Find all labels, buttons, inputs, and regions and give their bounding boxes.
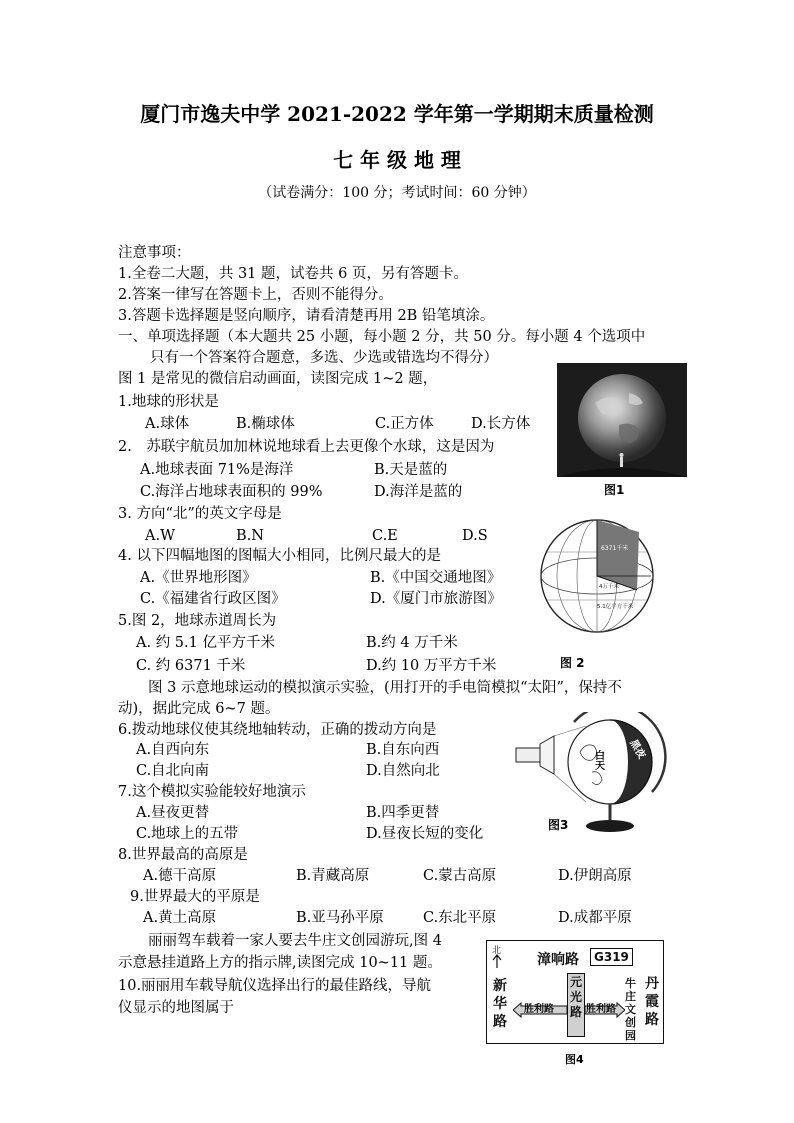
figure-3-day-label: 白天 [592, 750, 604, 770]
q2-option-a: A.地球表面 71%是海洋 [140, 462, 294, 478]
north-arrow-icon [492, 954, 502, 968]
figure-2-label-radius: 6371千米 [601, 545, 629, 552]
q9-option-d: D.成都平原 [558, 910, 632, 926]
figure-3-caption: 图3 [548, 818, 569, 832]
q4-option-c: C.《福建省行政区图》 [140, 591, 286, 607]
q9-stem: 9.世界最大的平原是 [130, 889, 260, 905]
figure-2-globe [537, 512, 659, 646]
q6-option-b: B.自东向西 [366, 742, 440, 758]
q7-option-c: C.地球上的五带 [136, 826, 239, 842]
q10-stem-cont: 仪显示的地图属于 [118, 1000, 234, 1016]
q8-option-c: C.蒙古高原 [423, 868, 497, 884]
q6-stem: 6.拨动地球仪使其绕地轴转动，正确的拨动方向是 [118, 722, 437, 738]
q5-option-a: A. 约 5.1 亿平方千米 [136, 635, 275, 651]
notes-heading: 注意事项： [118, 245, 191, 261]
sign-park: 牛庄文创园 [625, 977, 636, 1042]
sign-cross-road-right: 胜利路 [586, 1004, 616, 1015]
q2-stem: 2. 苏联宇航员加加林说地球看上去更像个水球，这是因为 [118, 439, 495, 455]
q4-option-a: A.《世界地形图》 [140, 570, 257, 586]
q8-option-d: D.伊朗高原 [558, 868, 632, 884]
q3-option-b: B.N [236, 528, 264, 544]
figure-4-road-sign [486, 940, 664, 1044]
sign-center-road: 元光路 [570, 975, 583, 1019]
q9-option-a: A.黄土高原 [143, 910, 217, 926]
q7-stem: 7.这个模拟实验能较好地演示 [118, 784, 306, 800]
q3-option-c: C.E [372, 528, 398, 544]
intro-fig1: 图 1 是常见的微信启动画面，读图完成 1~2 题， [118, 371, 438, 387]
q7-option-b: B.四季更替 [366, 805, 440, 821]
q2-option-b: B.天是蓝的 [374, 462, 448, 478]
q5-option-c: C. 约 6371 千米 [136, 658, 246, 674]
section1-instructions: 一、单项选择题（本大题共 25 小题，每小题 2 分，共 50 分。每小题 4 个选项中 [118, 329, 646, 345]
sign-top-road: 漳响路 [537, 952, 579, 968]
exam-info: （试卷满分：100 分；考试时间：60 分钟） [258, 185, 536, 201]
q1-option-d: D.长方体 [471, 416, 531, 432]
sign-right-road: 丹霞路 [645, 976, 659, 1028]
q8-option-b: B.青藏高原 [296, 868, 370, 884]
note-2: 2.答案一律写在答题卡上，否则不能得分。 [118, 287, 393, 303]
sign-cross-road-left: 胜利路 [524, 1004, 554, 1015]
q4-option-b: B.《中国交通地图》 [370, 570, 502, 586]
q1-option-c: C.正方体 [375, 416, 434, 432]
q4-option-d: D.《厦门市旅游图》 [370, 591, 502, 607]
exam-subtitle: 七 年 级 地 理 [333, 148, 461, 172]
figure-2-label-equator: 4万千米 [599, 584, 619, 590]
sign-north-marker: 北 [492, 946, 502, 956]
note-3: 3.答题卡选择题是竖向顺序，请看清楚再用 2B 铅笔填涂。 [118, 308, 495, 324]
intro-fig3-cont: 动)，据此完成 6~7 题。 [118, 701, 280, 717]
exam-title: 厦门市逸夫中学 2021-2022 学年第一学期期末质量检测 [140, 102, 654, 126]
q1-stem: 1.地球的形状是 [118, 394, 219, 410]
q1-option-b: B.椭球体 [236, 416, 295, 432]
figure-2-caption: 图 2 [560, 656, 585, 670]
q1-option-a: A.球体 [145, 416, 190, 432]
q6-option-c: C.自北向南 [136, 763, 210, 779]
intro-fig4: 丽丽驾车载着一家人要去牛庄文创园游玩,图 4 [148, 933, 442, 949]
q5-option-d: D.约 10 万平方千米 [366, 658, 497, 674]
q7-option-a: A.昼夜更替 [136, 805, 210, 821]
section1-instructions-cont: 只有一个答案符合题意，多选、少选或错选均不得分） [150, 350, 498, 366]
figure-2-label-area: 5.1亿平方千米 [597, 604, 634, 610]
q8-option-a: A.德干高原 [143, 868, 217, 884]
figure-3-night-label: 黑夜 [627, 738, 647, 761]
intro-fig3: 图 3 示意地球运动的模拟演示实验，(用打开的手电筒模拟“太阳”，保持不 [148, 680, 622, 696]
figure-4-caption: 图4 [565, 1053, 584, 1066]
figure-3-day-night-demo [514, 712, 668, 840]
q2-option-c: C.海洋占地球表面积的 99% [140, 484, 323, 500]
figure-1-caption: 图1 [604, 483, 625, 497]
q4-stem: 4. 以下四幅地图的图幅大小相同，比例尺最大的是 [118, 548, 441, 564]
q6-option-a: A.自西向东 [136, 742, 210, 758]
sign-route-code: G319 [590, 948, 633, 966]
q9-option-c: C.东北平原 [423, 910, 497, 926]
q5-stem: 5.图 2，地球赤道周长为 [118, 613, 277, 629]
intro-fig4-cont: 示意悬挂道路上方的指示牌,读图完成 10~11 题。 [118, 955, 442, 971]
sign-left-road: 新华路 [493, 978, 507, 1030]
q8-stem: 8.世界最高的高原是 [118, 847, 248, 863]
q2-option-d: D.海洋是蓝的 [374, 484, 463, 500]
q5-option-b: B.约 4 万千米 [366, 635, 458, 651]
q7-option-d: D.昼夜长短的变化 [366, 826, 484, 842]
q10-stem: 10.丽丽用车载导航仪选择出行的最佳路线，导航 [118, 978, 432, 994]
figure-1-earth-photo [557, 363, 687, 477]
q3-option-d: D.S [462, 528, 488, 544]
q3-option-a: A.W [145, 528, 175, 544]
q3-stem: 3. 方向“北”的英文字母是 [118, 506, 282, 522]
note-1: 1.全卷二大题，共 31 题，试卷共 6 页，另有答题卡。 [118, 266, 468, 282]
q6-option-d: D.自然向北 [366, 763, 440, 779]
q9-option-b: B.亚马孙平原 [296, 910, 384, 926]
